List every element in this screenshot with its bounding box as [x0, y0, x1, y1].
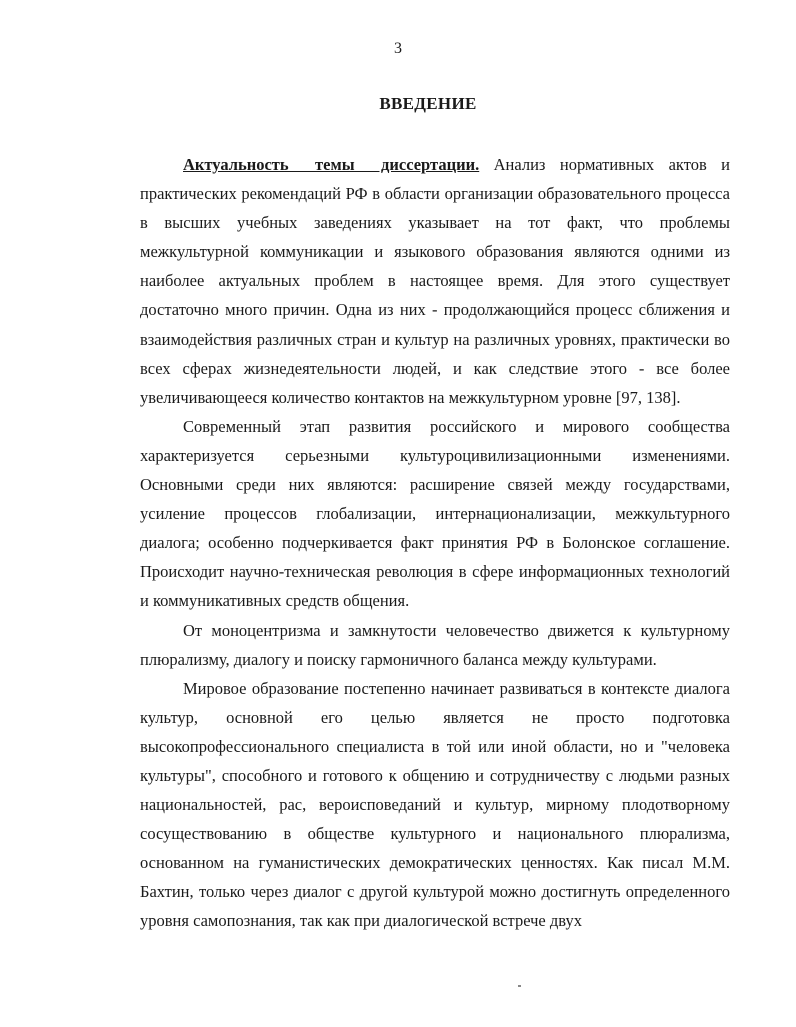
paragraph-3: От моноцентризма и замкнутости человечество движется к культурному плюрализму, диалогу и поиску гармоничного баланса между культурами. [140, 620, 730, 669]
paragraph-text: Анализ нормативных актов и практических рекомендаций РФ в области организации образовательного процесса в высших учебных заведениях указывает на тот факт, что проблемы межкультурной коммуникации и языкового образования являются одними из наиболее актуальных проблем в настоящее время. Для этого существует достаточно много причин. Одна из них - продолжающийся процесс сближения и взаимодействия различных стран и культур на различных уровнях, практически во всех сферах жизнедеятельности людей, и как следствие этого - все более увеличивающееся количество контактов на межкультурном уровне [97, 138]. [140, 155, 730, 407]
paragraph-lead: Актуальность темы диссертации. [183, 155, 480, 174]
body-text [140, 150, 730, 936]
scan-speck [518, 985, 521, 987]
section-heading: ВВЕДЕНИЕ [379, 94, 477, 113]
page-number: 3 [394, 40, 402, 57]
paragraph-2: Современный этап развития российского и мирового сообщества характеризуется серьезными культуроцивилизационными изменениями. Основными среди них являются: расширение связей между государствами, усиление процессов глобализации, интернационализации, межкультурного диалога; особенно подчеркивается факт принятия РФ в Болонское соглашение. Происходит научно-техническая революция в сфере информационных технологий и коммуникативных средств общения. [140, 416, 730, 611]
paragraph-4: Мировое образование постепенно начинает развиваться в контексте диалога культур, основной его целью является не просто подготовка высокопрофессионального специалиста в той или иной области, но и "человека культуры", способного и готового к общению и сотрудничеству с людьми разных национальностей, рас, вероисповеданий и культур, мирному плодотворному сосуществованию в обществе культурного и национального плюрализма, основанном на гуманистических демократических ценностях. Как писал М.М. Бахтин, только через диалог с другой культурой можно достигнуть определенного уровня самопознания, так как при диалогической встрече двух [140, 678, 730, 931]
paragraph-1 [140, 150, 730, 412]
